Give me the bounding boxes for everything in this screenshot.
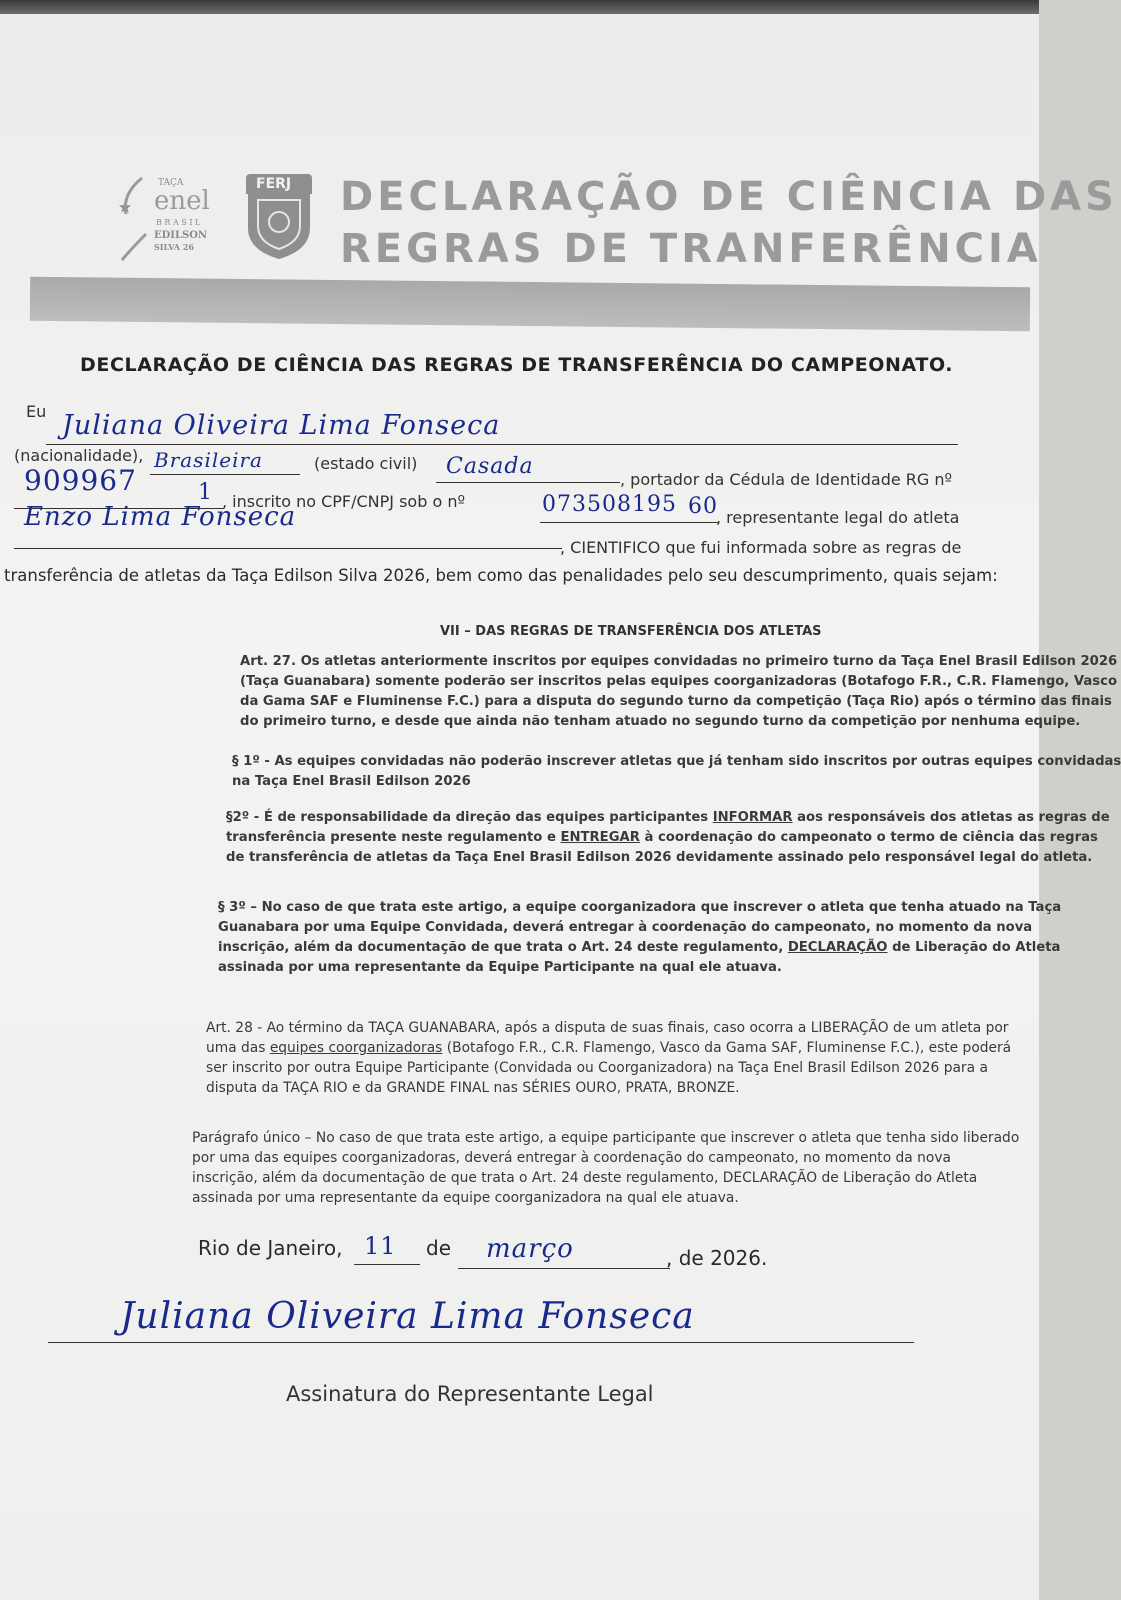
signature-line	[48, 1342, 914, 1343]
signature-caption: Assinatura do Representante Legal	[286, 1382, 654, 1406]
paragraph-unico	[192, 1128, 1019, 1208]
cpf-suffix-field[interactable]: 60	[688, 494, 718, 519]
paragraph-unico-line: por uma das equipes coorganizadoras, deverá entregar à coordenação do campeonato, no momento da nova	[192, 1150, 951, 1166]
month-field[interactable]: março	[486, 1234, 574, 1264]
paragraph-3	[218, 898, 1061, 978]
logo-brasil: B R A S I L	[156, 218, 201, 227]
header-title-line2: REGRAS DE TRANFERÊNCIA	[340, 226, 1042, 272]
paragraph-unico-line: Parágrafo único – No caso de que trata este artigo, a equipe participante que inscrever o atleta que tenha sido liberado	[192, 1130, 1020, 1146]
name-line	[46, 444, 958, 445]
article-28-line: ser inscrito por outra Equipe Participante (Convidada ou Coorganizadora) na Taça Enel Brasil Edilson 2026 para a	[206, 1060, 988, 1076]
paragraph-3-line: Guanabara por uma Equipe Convidada, deverá entregar à coordenação do campeonato, no momento da nova	[218, 920, 1033, 935]
representative-label: , representante legal do atleta	[716, 508, 960, 527]
header-band	[30, 277, 1030, 331]
article-28	[206, 1018, 1011, 1098]
article-28-line: (Botafogo F.R., C.R. Flamengo, Vasco da Gama SAF, Fluminense F.C.), este poderá	[442, 1040, 1012, 1056]
month-line	[458, 1268, 670, 1269]
nationality-field[interactable]: Brasileira	[154, 448, 263, 472]
rg-digit-field[interactable]: 1	[198, 480, 213, 505]
nationality-label: (nacionalidade),	[14, 446, 144, 465]
logo-silva: SILVA 26	[154, 242, 194, 252]
p2-text: à coordenação do campeonato o termo de ciência das regras	[639, 830, 1098, 845]
article-27-line: do primeiro turno, e desde que ainda não tenham atuado no segundo turno da competição por nenhuma equipe.	[240, 714, 1081, 729]
cpf-line	[540, 522, 718, 523]
p3-declaracao: DECLARAÇÃO	[787, 940, 888, 955]
logo-area	[110, 174, 330, 274]
city-label: Rio de Janeiro,	[198, 1236, 343, 1260]
rg-label: , portador da Cédula de Identidade RG nº	[620, 470, 953, 489]
p2-text: aos responsáveis dos atletas as regras de	[792, 810, 1110, 825]
logo-taca: TAÇA	[158, 178, 184, 188]
paragraph-2	[226, 808, 1110, 868]
document-page	[0, 14, 1121, 1600]
article-27-line: Art. 27. Os atletas anteriormente inscritos por equipes convidadas no primeiro turno da Taça Enel Brasil Edilson 2026	[240, 654, 1118, 669]
name-field[interactable]: Juliana Oliveira Lima Fonseca	[62, 410, 501, 441]
paragraph-3-line: de Liberação do Atleta	[887, 940, 1061, 955]
nationality-line	[150, 474, 300, 475]
section-title: VII – DAS REGRAS DE TRANSFERÊNCIA DOS ATLETAS	[440, 624, 822, 639]
paragraph-3-line: inscrição, além da documentação de que trata o Art. 24 deste regulamento,	[218, 940, 788, 955]
article-28-line: disputa da TAÇA RIO e da GRANDE FINAL nas SÉRIES OURO, PRATA, BRONZE.	[206, 1080, 740, 1096]
rg-field[interactable]: 909967	[24, 464, 137, 497]
article-27-line: da Gama SAF e Fluminense F.C.) para a disputa do segundo turno da competição (Taça Rio) após o término das finais	[240, 694, 1112, 709]
paragraph-unico-line: inscrição, além da documentação de que trata o Art. 24 deste regulamento, DECLARAÇÃO de Liberação do Atleta	[192, 1170, 978, 1186]
paragraph-1-line: na Taça Enel Brasil Edilson 2026	[232, 774, 471, 789]
athlete-name-line	[14, 548, 562, 549]
civil-status-field[interactable]: Casada	[446, 454, 534, 479]
article-28-line: Art. 28 - Ao término da TAÇA GUANABARA, após a disputa de suas finais, caso ocorra a LIBERAÇÃO de um atleta por	[206, 1020, 1009, 1036]
article-28-line: uma das	[206, 1040, 270, 1056]
paragraph-3-line: § 3º – No caso de que trata este artigo, a equipe coorganizadora que inscrever o atleta que tenha atuado na Taça	[218, 900, 1062, 915]
header-title-line1: DECLARAÇÃO DE CIÊNCIA DAS	[340, 174, 1118, 220]
cpf-label: , inscrito no CPF/CNPJ sob o nº	[222, 492, 466, 511]
logo-enel: enel	[154, 186, 210, 216]
article-27-line: (Taça Guanabara) somente poderão ser inscritos pelas equipes coorganizadoras (Botafogo F.R., C.R. Flamengo, Vasco	[240, 674, 1118, 689]
paragraph-1-line: § 1º - As equipes convidadas não poderão inscrever atletas que já tenham sido inscritos por outras equipes convidadas	[232, 754, 1121, 769]
swoosh-icon	[112, 174, 152, 264]
signature-field[interactable]: Juliana Oliveira Lima Fonseca	[120, 1296, 695, 1337]
p2-informar: INFORMAR	[712, 810, 793, 825]
day-field[interactable]: 11	[364, 1232, 397, 1260]
de-label: de	[426, 1236, 451, 1260]
intro-text: transferência de atletas da Taça Edilson Silva 2026, bem como das penalidades pelo seu descumprimento, quais sejam:	[4, 566, 998, 585]
form-subtitle: DECLARAÇÃO DE CIÊNCIA DAS REGRAS DE TRANSFERÊNCIA DO CAMPEONATO.	[80, 354, 954, 376]
logo-ferj: FERJ	[256, 176, 292, 192]
paragraph-1	[232, 752, 1121, 792]
civil-status-label: (estado civil)	[314, 454, 418, 473]
cpf-field[interactable]: 073508195	[542, 492, 677, 517]
day-line	[354, 1264, 420, 1265]
art28-coorganizadoras: equipes coorganizadoras	[269, 1040, 443, 1056]
year-label: , de 2026.	[666, 1246, 768, 1270]
athlete-name-field[interactable]: Enzo Lima Fonseca	[24, 502, 297, 532]
paragraph-unico-line: assinada por uma representante da equipe coorganizadora na qual ele atuava.	[192, 1190, 739, 1206]
p2-text: transferência presente neste regulamento e	[226, 830, 561, 845]
p2-entregar: ENTREGAR	[560, 830, 640, 845]
certifico-label: , CIENTIFICO que fui informada sobre as regras de	[560, 538, 962, 557]
eu-label: Eu	[26, 402, 47, 421]
article-27	[240, 652, 1117, 732]
civil-status-line	[436, 482, 620, 483]
paragraph-3-line: assinada por uma representante da Equipe Participante na qual ele atuava.	[218, 960, 782, 975]
logo-edilson: EDILSON	[154, 230, 208, 241]
p2-text: de transferência de atletas da Taça Enel Brasil Edilson 2026 devidamente assinado pelo responsável legal do atleta.	[226, 850, 1093, 865]
p2-text: §2º - É de responsabilidade da direção das equipes participantes	[226, 810, 713, 825]
ferj-shield-icon	[246, 174, 312, 260]
